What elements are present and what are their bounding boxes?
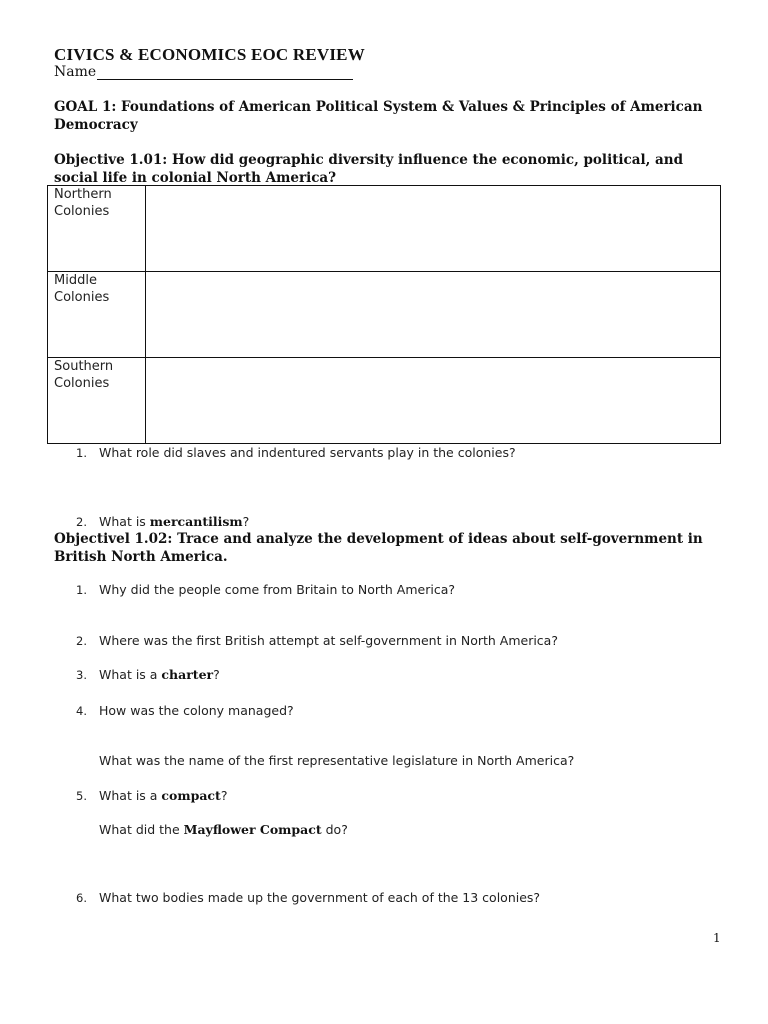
question-number: 2. xyxy=(76,634,87,648)
question-number: 1. xyxy=(76,583,87,597)
name-field xyxy=(54,64,353,80)
row-answer-southern xyxy=(146,358,721,444)
term-mayflower-compact: Mayflower Compact xyxy=(183,822,322,837)
question-number: 2. xyxy=(76,515,87,529)
question-text: How was the colony managed? xyxy=(99,703,294,718)
table-row xyxy=(48,358,721,444)
obj101-question-2: 2. What is mercantilism? xyxy=(76,514,250,529)
question-number: 4. xyxy=(76,704,87,718)
row-label-southern: Southern Colonies xyxy=(48,358,146,444)
table-row xyxy=(48,272,721,358)
obj102-question-5-followup: What did the Mayflower Compact do? xyxy=(99,822,348,837)
obj102-question-3: 3. What is a charter? xyxy=(76,667,220,682)
name-blank-line xyxy=(97,65,353,80)
question-number: 5. xyxy=(76,789,87,803)
row-label-northern: Northern Colonies xyxy=(48,186,146,272)
question-text: Where was the first British attempt at self-government in North America? xyxy=(99,633,558,648)
term-mercantilism: mercantilism xyxy=(149,514,243,529)
table-row xyxy=(48,186,721,272)
obj102-question-6 xyxy=(76,890,540,905)
row-answer-middle xyxy=(146,272,721,358)
obj102-question-4 xyxy=(76,703,294,718)
row-label-middle: Middle Colonies xyxy=(48,272,146,358)
goal-heading: GOAL 1: Foundations of American Political System & Values & Principles of American Democracy xyxy=(54,99,703,133)
row-answer-northern xyxy=(146,186,721,272)
question-text: What two bodies made up the government of each of the 13 colonies? xyxy=(99,890,541,905)
obj102-question-4-followup: What was the name of the first representative legislature in North America? xyxy=(99,753,575,768)
name-label: Name xyxy=(54,64,97,80)
question-number: 6. xyxy=(76,891,87,905)
question-number: 3. xyxy=(76,668,87,682)
document-title: CIVICS & ECONOMICS EOC REVIEW xyxy=(54,45,365,64)
question-number: 1. xyxy=(76,446,87,460)
question-text: What role did slaves and indentured servants play in the colonies? xyxy=(99,445,516,460)
obj102-question-1 xyxy=(76,582,455,597)
objective-1-01-heading: Objective 1.01: How did geographic diversity influence the economic, political, and social life in colonial North America? xyxy=(54,152,684,186)
colonies-table xyxy=(47,185,721,444)
page-number: 1 xyxy=(713,931,721,945)
term-charter: charter xyxy=(161,667,214,682)
obj101-question-1 xyxy=(76,445,516,460)
objective-1-02-heading: Objectivel 1.02: Trace and analyze the development of ideas about self-government in British North America. xyxy=(54,531,703,565)
question-text: Why did the people come from Britain to North America? xyxy=(99,582,455,597)
obj102-question-5: 5. What is a compact? xyxy=(76,788,228,803)
obj102-question-2 xyxy=(76,633,558,648)
term-compact: compact xyxy=(161,788,221,803)
